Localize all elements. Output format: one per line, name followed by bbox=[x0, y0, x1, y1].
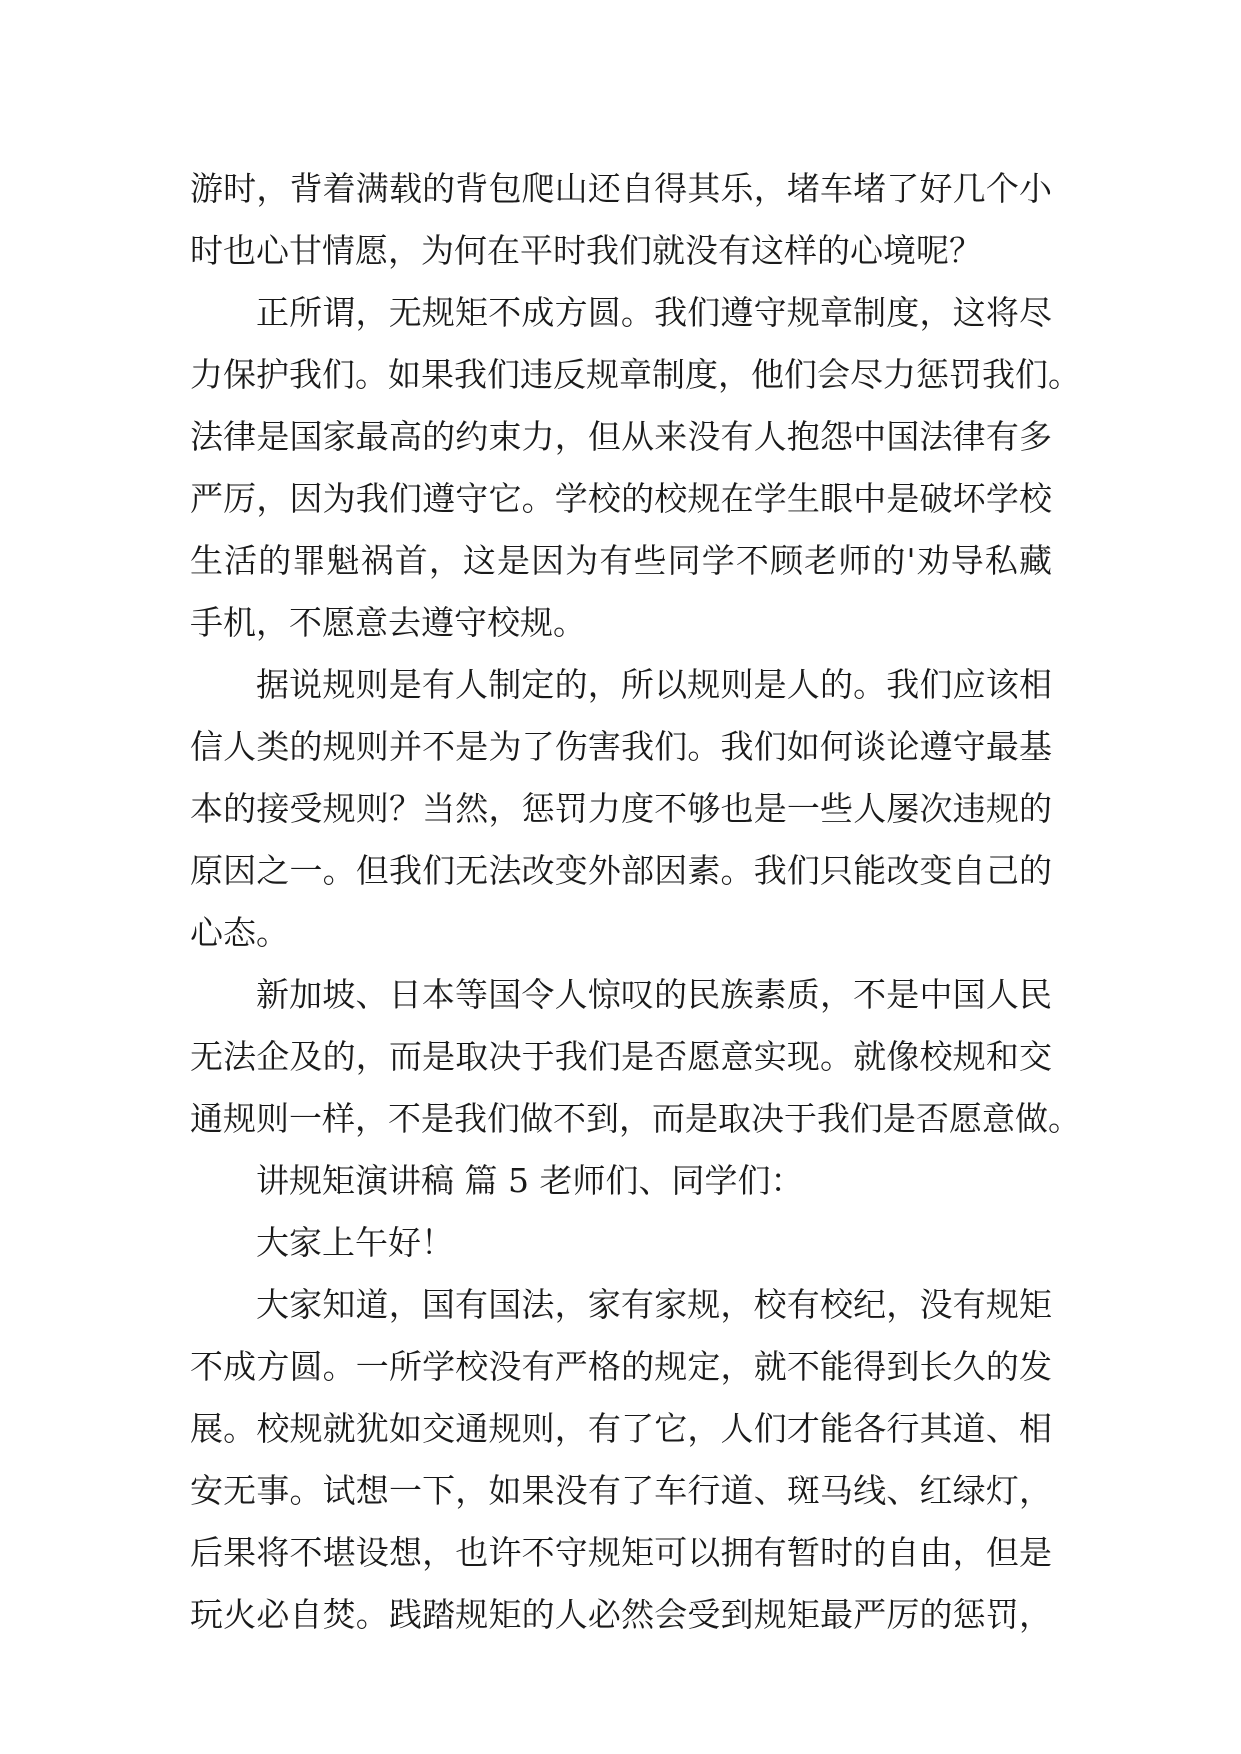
text-line: 原因之一。但我们无法改变外部因素。我们只能改变自己的 bbox=[190, 851, 1052, 890]
text-line: 时也心甘情愿，为何在平时我们就没有这样的心境呢？ bbox=[190, 231, 982, 270]
text-line: 展。校规就犹如交通规则，有了它，人们才能各行其道、相 bbox=[190, 1409, 1052, 1448]
text-line: 后果将不堪设想，也许不守规矩可以拥有暂时的自由，但是 bbox=[190, 1533, 1052, 1572]
paragraph-first-line: 新加坡、日本等国令人惊叹的民族素质，不是中国人民 bbox=[256, 975, 1052, 1014]
text-line: 安无事。试想一下，如果没有了车行道、斑马线、红绿灯， bbox=[190, 1471, 1052, 1510]
greeting-line: 大家上午好！ bbox=[256, 1223, 454, 1262]
paragraph-first-line: 大家知道，国有国法，家有家规，校有校纪，没有规矩 bbox=[256, 1285, 1052, 1324]
text-line: 信人类的规则并不是为了伤害我们。我们如何谈论遵守最基 bbox=[190, 727, 1052, 766]
text-line: 心态。 bbox=[190, 913, 289, 952]
section-heading: 讲规矩演讲稿 篇 5 老师们、同学们： bbox=[256, 1161, 804, 1200]
text-line: 法律是国家最高的约束力，但从来没有人抱怨中国法律有多 bbox=[190, 417, 1052, 456]
paragraph-first-line: 据说规则是有人制定的，所以规则是人的。我们应该相 bbox=[256, 665, 1052, 704]
text-line: 本的接受规则？当然，惩罚力度不够也是一些人屡次违规的 bbox=[190, 789, 1052, 828]
text-line: 手机，不愿意去遵守校规。 bbox=[190, 603, 586, 642]
text-line: 玩火必自焚。践踏规矩的人必然会受到规矩最严厉的惩罚， bbox=[190, 1595, 1052, 1634]
text-line: 游时，背着满载的背包爬山还自得其乐，堵车堵了好几个小 bbox=[190, 169, 1052, 208]
text-line: 生活的罪魁祸首，这是因为有些同学不顾老师的'劝导私藏 bbox=[190, 541, 1052, 580]
text-line: 无法企及的，而是取决于我们是否愿意实现。就像校规和交 bbox=[190, 1037, 1052, 1076]
text-line: 不成方圆。一所学校没有严格的规定，就不能得到长久的发 bbox=[190, 1347, 1052, 1386]
paragraph-first-line: 正所谓，无规矩不成方圆。我们遵守规章制度，这将尽 bbox=[256, 293, 1052, 332]
document-body bbox=[190, 158, 1081, 1646]
text-line: 严厉，因为我们遵守它。学校的校规在学生眼中是破坏学校 bbox=[190, 479, 1052, 518]
text-line: 力保护我们。如果我们违反规章制度，他们会尽力惩罚我们。 bbox=[190, 355, 1081, 394]
text-line: 通规则一样，不是我们做不到，而是取决于我们是否愿意做。 bbox=[190, 1099, 1081, 1138]
